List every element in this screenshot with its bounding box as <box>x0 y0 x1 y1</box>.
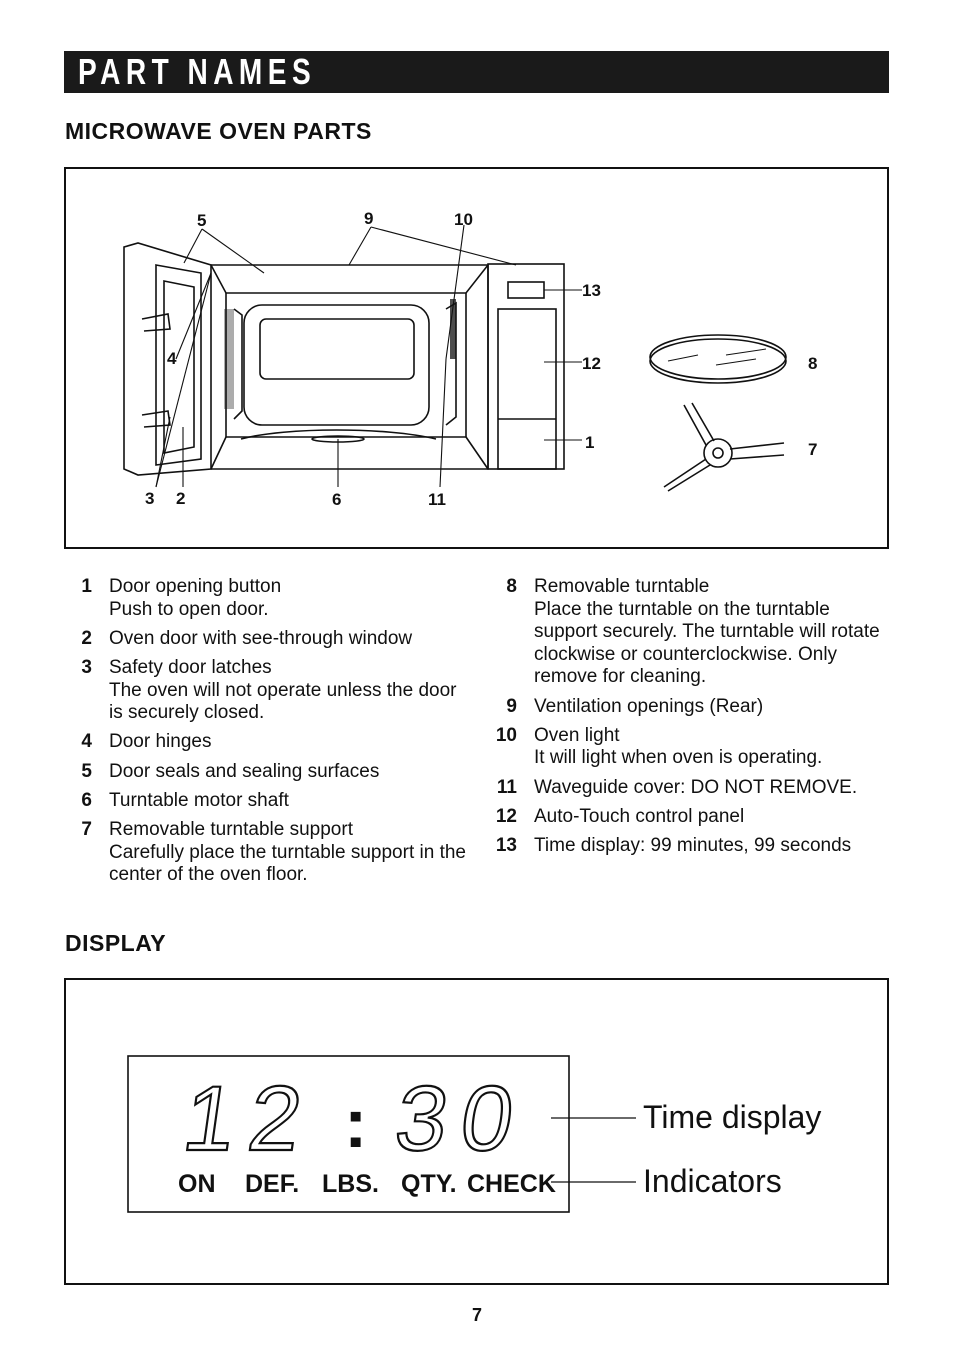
indicator-check: CHECK <box>467 1170 556 1198</box>
page-title: PART NAMES <box>78 51 317 92</box>
part-item-11: 11 Waveguide cover: DO NOT REMOVE. <box>496 776 858 798</box>
time-display-window <box>508 282 544 298</box>
callout-3: 3 <box>145 489 155 508</box>
part-item-7: 7 Removable turntable support Carefully place the turntable support in the center of the oven floor. <box>81 818 466 886</box>
callout-8: 8 <box>808 354 818 373</box>
time-hours: 12 <box>177 1066 323 1170</box>
part-item-10: 10 Oven light It will light when oven is operating. <box>495 724 823 769</box>
indicators-label: Indicators <box>643 1163 782 1199</box>
time-separator: : <box>344 1084 368 1162</box>
part-item-6: 6 Turntable motor shaft <box>81 789 289 811</box>
part-item-1: 1 Door opening button Push to open door. <box>81 576 282 620</box>
oven-body <box>211 265 488 469</box>
time-display-label: Time display <box>643 1099 822 1135</box>
display-diagram <box>66 980 891 1287</box>
callout-13: 13 <box>582 281 601 300</box>
time-minutes: 30 <box>389 1066 535 1170</box>
callout-1: 1 <box>585 433 595 452</box>
callout-2: 2 <box>176 489 186 508</box>
parts-list-left <box>64 576 469 893</box>
turntable-plate <box>650 335 786 379</box>
part-item-12: 12 Auto-Touch control panel <box>495 805 745 827</box>
callout-10: 10 <box>454 210 473 229</box>
part-item-3: 3 Safety door latches The oven will not operate unless the door is securely closed. <box>81 656 457 724</box>
turntable-support <box>704 439 732 467</box>
callout-9: 9 <box>364 209 374 228</box>
oven-cavity <box>226 293 466 437</box>
cavity-back <box>244 305 429 425</box>
callout-7: 7 <box>808 440 818 459</box>
microwave-diagram-frame <box>64 167 889 549</box>
page-title-bar <box>64 51 889 93</box>
part-item-8: 8 Removable turntable Place the turntable on the turntable support securely. The turntable will rotate clockwise or counterclockwise. Only remove for cleaning. <box>506 576 880 688</box>
part-item-2: 2 Oven door with see-through window <box>81 627 413 649</box>
indicator-lbs: LBS. <box>322 1170 379 1198</box>
callout-5: 5 <box>197 211 207 230</box>
control-panel-body <box>488 264 564 469</box>
parts-list-right <box>489 576 894 864</box>
parts-section-heading: MICROWAVE OVEN PARTS <box>65 118 372 144</box>
display-diagram-frame <box>64 978 889 1285</box>
callout-11: 11 <box>428 490 446 509</box>
callout-4: 4 <box>167 349 177 368</box>
indicator-def: DEF. <box>245 1170 300 1198</box>
indicator-on: ON <box>178 1170 216 1198</box>
indicator-qty: QTY. <box>401 1170 457 1198</box>
callout-6: 6 <box>332 490 342 509</box>
microwave-diagram <box>66 169 891 551</box>
part-item-4: 4 Door hinges <box>81 731 212 753</box>
part-item-9: 9 Ventilation openings (Rear) <box>506 695 764 717</box>
page-number: 7 <box>471 1305 482 1325</box>
part-item-5: 5 Door seals and sealing surfaces <box>81 760 380 782</box>
display-section-heading: DISPLAY <box>65 930 167 956</box>
callout-12: 12 <box>582 354 601 373</box>
part-item-13: 13 Time display: 99 minutes, 99 seconds <box>495 834 852 856</box>
